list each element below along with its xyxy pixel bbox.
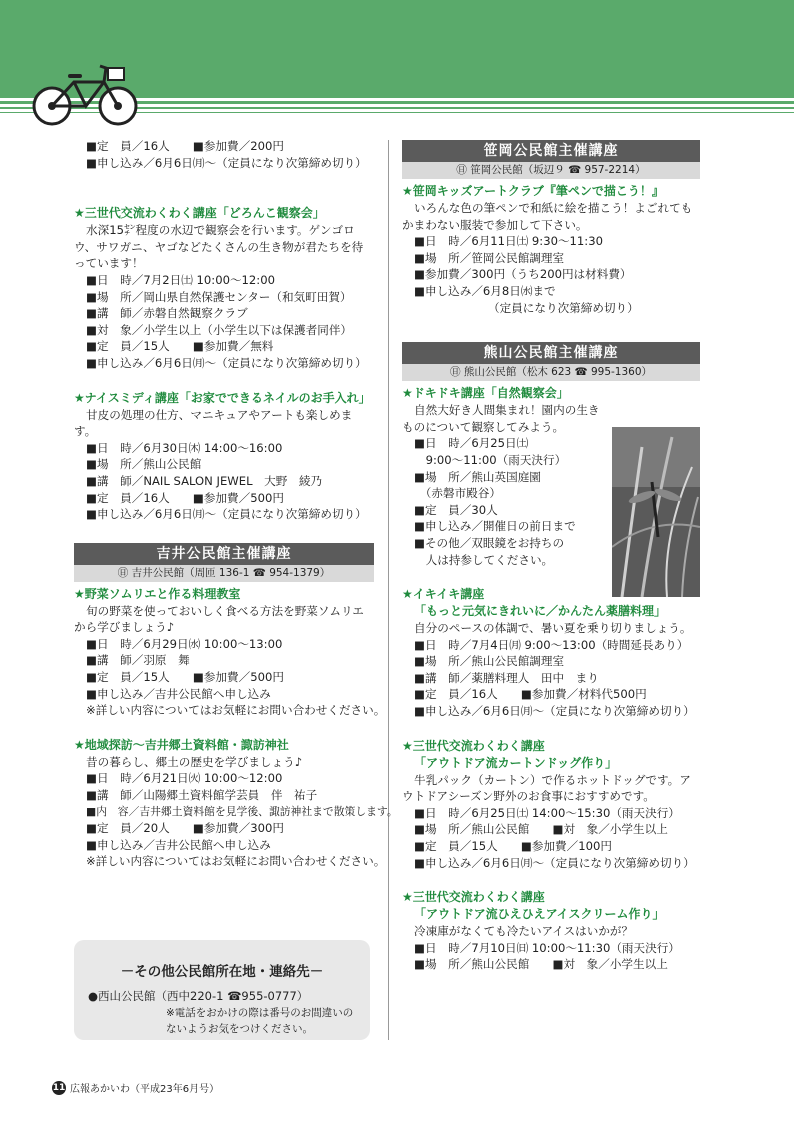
event-title-local: ★地域探訪～吉井郷土資料館・諏訪神社	[74, 737, 289, 752]
event-desc-icecream: 冷凍庫がなくても冷たいアイスはいかが？	[414, 924, 634, 939]
event-desc-doronko: 水深15㌢程度の水辺で観察会を行います。ゲンゴロウ、サワガニ、ヤゴなどたくさんの生き物が君たちを待っています！	[74, 223, 364, 271]
event-title-nail: ★ナイスミディ講座「お家でできるネイルのお手入れ」	[74, 390, 371, 405]
event-subtitle-yakuzen: 「もっと元気にきれいに／かんたん薬膳料理」	[414, 604, 667, 619]
column-divider	[388, 140, 389, 1040]
event-row: ■日 時／7月4日㈪ 9:00～13:00（時間延長あり）	[414, 637, 689, 652]
event-row: 人は持参してください。	[414, 552, 554, 567]
event-row: ■日 時／6月25日㈯	[414, 436, 529, 451]
event-row: ■場 所／熊山公民館調理室	[414, 654, 565, 669]
event-desc-yakuzen: 自分のペースの体調で、暑い夏を乗り切りましょう。	[414, 621, 692, 636]
event-subtitle-icecream: 「アウトドア流ひえひえアイスクリーム作り」	[414, 907, 665, 922]
event-row: ■参加費／300円（うち200円は材料費）	[414, 267, 632, 282]
event-row: ■日 時／6月30日㈭ 14:00～16:00	[86, 440, 283, 455]
page-footer	[52, 1080, 219, 1095]
event-row: ■申し込み／6月6日㈪～（定員になり次第締め切り）	[86, 507, 367, 522]
event-note: ※詳しい内容についてはお気軽にお問い合わせください。	[86, 703, 386, 718]
event-row: ■場 所／熊山公民館 ■対 象／小学生以上	[414, 957, 668, 972]
event-title-icecream: ★三世代交流わくわく講座	[402, 890, 545, 905]
event-row: ■対 象／小学生以上（小学生以下は保護者同伴）	[86, 322, 353, 337]
event-row: ■定 員／15人 ■参加費／500円	[86, 670, 284, 685]
contact-nishiyama: ●西山公民館（西中220-1 ☎955-0777）	[88, 989, 309, 1003]
event-title-art: ★笹岡キッズアートクラブ『筆ペンで描こう！』	[402, 184, 664, 198]
event-row: ■講 師／NAIL SALON JEWEL 大野 綾乃	[86, 473, 323, 488]
event-title-doronko: ★三世代交流わくわく講座「どろんこ観察会」	[74, 206, 325, 221]
event-row: ■日 時／6月29日㈬ 10:00～13:00	[86, 636, 283, 651]
event-desc-nail: 甘皮の処理の仕方、マニキュアやアートも楽しめます。	[74, 407, 353, 439]
event-row: ■定 員／16人 ■参加費／材料代500円	[414, 687, 647, 702]
event-row: ■申し込み／6月6日㈪～（定員になり次第締め切り）	[414, 855, 695, 870]
event-row: ■場 所／岡山県自然保護センター（和気町田賀）	[86, 289, 352, 304]
event-row: ■申し込み／開催日の前日まで	[414, 519, 576, 534]
event-title-vegetable: ★野菜ソムリエと作る料理教室	[74, 586, 241, 601]
contact-note-2: ないようお気をつけください。	[166, 1023, 313, 1035]
event-desc-local: 昔の暮らし、郷土の歴史を学びましょう♪	[86, 754, 303, 769]
cont-row-0: ■定 員／16人 ■参加費／200円	[86, 139, 284, 153]
event-desc-carton: 牛乳パック（カートン）で作るホットドッグです。アウトドアシーズン野外のお食事におすすめです。	[402, 772, 691, 804]
event-row: （赤磐市殿谷）	[414, 486, 501, 501]
event-row: （定員になり次第締め切り）	[488, 300, 639, 315]
dragonfly-photo	[612, 427, 700, 597]
event-row: ■定 員／15人 ■参加費／100円	[414, 839, 612, 854]
event-row: ■定 員／30人	[414, 502, 498, 517]
hall-address-kumayama: ㊐ 熊山公民館（松木 623 ☎ 995-1360）	[402, 364, 700, 381]
contact-title: －その他公民館所在地・連絡先－	[120, 964, 324, 980]
event-row: ■申し込み／6月6日㈪～（定員になり次第締め切り）	[86, 355, 367, 370]
event-title-carton: ★三世代交流わくわく講座	[402, 738, 545, 753]
event-title-ikiiki: ★イキイキ講座	[402, 587, 485, 602]
event-desc-art: いろんな色の筆ペンで和紙に絵を描こう！よごれてもかまわない服装で参加して下さい。	[402, 201, 693, 232]
event-row: ■講 師／赤磐自然観察クラブ	[86, 306, 248, 321]
contact-note-1: ※電話をおかけの際は番号のお間違いの	[166, 1007, 354, 1019]
event-title-nature: ★ドキドキ講座「自然観察会」	[402, 386, 569, 401]
event-row: ■申し込み／吉井公民館へ申し込み	[86, 837, 271, 852]
hall-address-yoshii: ㊐ 吉井公民館（周匝 136-1 ☎ 954-1379）	[74, 565, 374, 582]
left-column	[74, 138, 398, 870]
hall-header-kumayama: 熊山公民館主催講座	[402, 342, 700, 364]
event-row: ■定 員／16人 ■参加費／500円	[86, 490, 284, 505]
event-row: ■日 時／7月10日㈰ 10:00～11:30（雨天決行）	[414, 940, 680, 955]
event-row: ■日 時／6月21日㈫ 10:00～12:00	[86, 771, 283, 786]
event-desc-nature: 自然大好き人間集まれ！園内の生きものについて観察してみよう。	[402, 403, 600, 434]
event-row: ■講 師／羽原 舞	[86, 653, 190, 668]
event-row: ■日 時／6月11日㈯ 9:30～11:30	[414, 234, 603, 249]
hall-header-sasaoka: 笹岡公民館主催講座	[402, 140, 700, 162]
event-row: ■日 時／6月25日㈯ 14:00～15:30（雨天決行）	[414, 805, 680, 820]
event-row: ■講 師／山陽郷土資料館学芸員 伴 祐子	[86, 788, 318, 803]
event-row: ■申し込み／吉井公民館へ申し込み	[86, 686, 271, 701]
event-row: ■定 員／20人 ■参加費／300円	[86, 821, 284, 836]
cont-row-1: ■申し込み／6月6日㈪～（定員になり次第締め切り）	[86, 155, 367, 170]
event-desc-vegetable: 旬の野菜を使っておいしく食べる方法を野菜ソムリエから学びましょう♪	[74, 603, 364, 635]
contact-box	[74, 940, 370, 1040]
event-row: ■定 員／15人 ■参加費／無料	[86, 339, 274, 354]
publication-name: 広報あかいわ（平成23年6月号）	[70, 1084, 220, 1095]
event-row: ■場 所／笹岡公民館調理室	[414, 250, 565, 265]
event-row: ■申し込み／6月8日㈬まで	[414, 283, 556, 298]
hall-header-yoshii: 吉井公民館主催講座	[74, 543, 374, 565]
event-row: 9:00～11:00（雨天決行）	[414, 452, 567, 467]
event-row: ■その他／双眼鏡をお持ちの	[414, 535, 565, 550]
event-row: ■申し込み／6月6日㈪～（定員になり次第締め切り）	[414, 704, 695, 719]
event-row: ■講 師／薬膳料理人 田中 まり	[414, 670, 599, 685]
hall-address-sasaoka: ㊐ 笹岡公民館（坂辺９ ☎ 957-2214）	[402, 162, 700, 179]
event-row: ■日 時／7月2日㈯ 10:00～12:00	[86, 272, 275, 287]
page-number: 11	[52, 1082, 66, 1093]
event-row: ■場 所／熊山公民館 ■対 象／小学生以上	[414, 822, 668, 837]
event-note: ※詳しい内容についてはお気軽にお問い合わせください。	[86, 854, 386, 869]
event-row: ■内 容／吉井郷土資料館を見学後、諏訪神社まで散策します。	[86, 804, 398, 818]
event-row: ■場 所／熊山英国庭園	[414, 469, 541, 484]
event-subtitle-carton: 「アウトドア流カートンドッグ作り」	[414, 755, 618, 770]
event-row: ■場 所／熊山公民館	[86, 457, 202, 472]
bicycle-illustration	[30, 60, 140, 130]
